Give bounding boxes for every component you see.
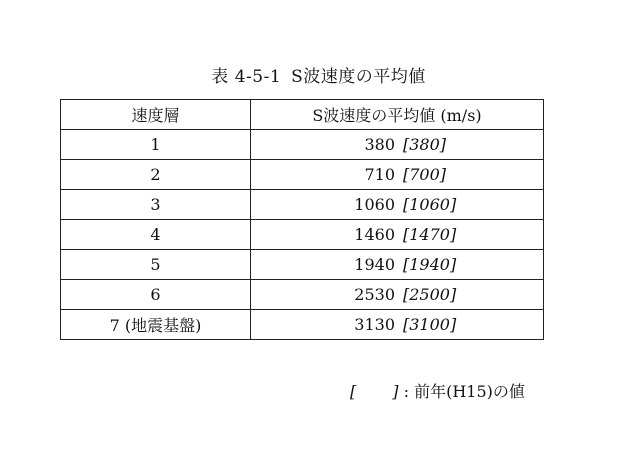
layer-cell: 5: [61, 250, 251, 280]
layer-cell: 4: [61, 220, 251, 250]
previous-value: [700]: [403, 165, 447, 184]
footnote-bracket-open: [: [350, 382, 357, 401]
table-row: [61, 280, 544, 310]
table-row: [61, 250, 544, 280]
table-row: [61, 130, 544, 160]
layer-cell: 7 (地震基盤): [61, 310, 251, 340]
velocity-cell: [251, 280, 544, 310]
table-row: [61, 220, 544, 250]
footnote-text: : 前年(H15)の値: [403, 382, 525, 401]
previous-value: [1470]: [403, 225, 457, 244]
layer-cell: 6: [61, 280, 251, 310]
caption-label: 表: [211, 67, 229, 87]
previous-value: [3100]: [403, 315, 457, 334]
current-value: 1940: [354, 255, 395, 274]
layer-cell: 1: [61, 130, 251, 160]
current-value: 1060: [354, 195, 395, 214]
footnote: [350, 379, 525, 402]
previous-value: [1940]: [403, 255, 457, 274]
caption-number: 4-5-1: [234, 67, 282, 87]
layer-cell: 3: [61, 190, 251, 220]
previous-value: [1060]: [403, 195, 457, 214]
layer-cell: 2: [61, 160, 251, 190]
table-header-row: [61, 100, 544, 130]
previous-value: [2500]: [403, 285, 457, 304]
velocity-cell: [251, 310, 544, 340]
velocity-cell: [251, 220, 544, 250]
velocity-cell: [251, 250, 544, 280]
header-layer: 速度層: [61, 100, 251, 130]
current-value: 1460: [354, 225, 395, 244]
current-value: 2530: [354, 285, 395, 304]
previous-value: [380]: [403, 135, 447, 154]
footnote-bracket-close: ]: [392, 382, 399, 401]
velocity-table: [60, 99, 544, 340]
current-value: 380: [364, 135, 395, 154]
caption-title: S波速度の平均値: [291, 67, 426, 87]
table-row: [61, 160, 544, 190]
current-value: 3130: [354, 315, 395, 334]
current-value: 710: [364, 165, 395, 184]
table-caption: [0, 62, 637, 87]
table-row: [61, 190, 544, 220]
velocity-cell: [251, 190, 544, 220]
header-velocity: S波速度の平均値 (m/s): [251, 100, 544, 130]
velocity-cell: [251, 130, 544, 160]
velocity-cell: [251, 160, 544, 190]
table-row: [61, 310, 544, 340]
